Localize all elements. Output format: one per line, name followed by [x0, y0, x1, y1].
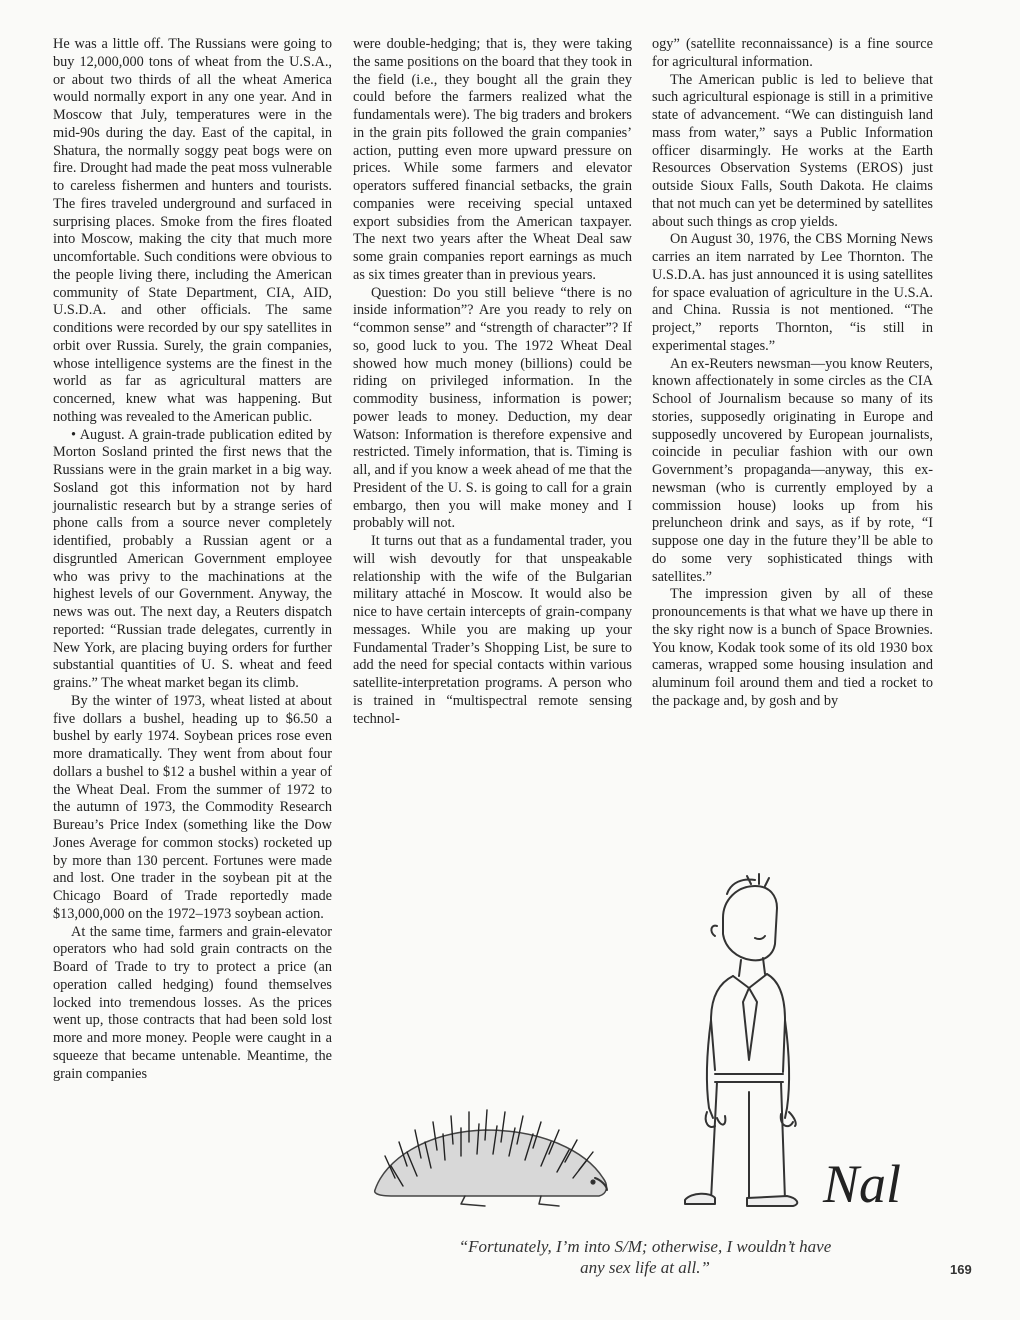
porcupine-body — [375, 1130, 607, 1196]
paragraph: • August. A grain-trade publication edited by Morton Sosland printed the first news that the Russians were in the grain market in a big way. Sosland got this information not by hard journalistic research but by a strange series of phone calls from a source never completely identified, probably a Russian agent or a disgruntled American Government employee who was privy to the machinations at the highest levels of our Government. Anyway, the news was out. The next day, a Reuters dispatch reported: “Russian trade delegates, currently in New York, are placing buying orders for further substantial quantities of U. S. wheat and feed grains.” The wheat market began its climb. — [53, 426, 332, 691]
man-tie — [743, 988, 757, 1060]
paragraph: Question: Do you still believe “there is no inside information”? Are you ready to rely on “common sense” and “strength of character”? If so, good luck to you. The 1972 Wheat Deal showed how much money (billions) could be riding on privileged information. In the commodity business, information is power; power leads to money. Deduction, my dear Watson: Information is therefore expensive and restricted. Timely information, that is. Timing is all, and if you know a week ahead of me that the President of the U. S. is going to call for a grain embargo, then you will make money and I probably will not. — [353, 284, 632, 532]
paragraph: At the same time, farmers and grain-elevator operators who had sold grain contracts on the Board of Trade to try to protect a price (an operation called hedging) found themselves locked into tremendous losses. As the prices went up, those contracts that had been sold lost more and more money. People were caught in a squeeze that became untenable. Meantime, the grain companies — [53, 923, 332, 1082]
cartoon-drawing — [345, 860, 945, 1230]
paragraph: The American public is led to believe that such agricultural espionage is still in a primitive state of advancement. “We can distinguish land mass from water,” says a Public Information officer disarmingly. He works at the Earth Resources Observation Systems (EROS) just outside Sioux Falls, South Dakota. He claims that not much can yet be determined by satellites about such things as crop yields. — [652, 71, 933, 230]
cartoon-caption — [380, 1236, 910, 1278]
paragraph: An ex-Reuters newsman—you know Reuters, known affectionately in some circles as the CIA School of Journalism because so many of its stories, supposedly originating in Europe and supposedly uncovered by European journalists, coincide in peculiar fashion with our own Government’s propaganda—anyway, this ex-newsman (who is currently employed by a commission house) looks up from his preluncheon drink and says, as if by rote, “I suppose one day in the future they’ll be able to do some very sophisticated things with satellites.” — [652, 355, 933, 585]
paragraph: The impression given by all of these pronouncements is that what we have up there in the sky right now is a bunch of Space Brownies. You know, Kodak took some of its old 1930 box cameras, wrapped some housing insulation and aluminum foil around them and tied a rocket to the package and, by gosh and by — [652, 586, 933, 709]
article-column-2 — [353, 36, 632, 728]
paragraph: By the winter of 1973, wheat listed at about five dollars a bushel, heading up to $6.50 a bushel by early 1974. Soybean prices rose even more dramatically. They went from about four dollars a bushel to $12 a bushel within a year of the Wheat Deal. From the summer of 1972 to the autumn of 1973, the Commodity Research Bureau’s Price Index (something like the Dow Jones Average for common stocks) rocketed up by more than 130 percent. Fortunes were made and lost. One trader in the soybean pit at the Chicago Board of Trade reportedly made $13,000,000 on the 1972–1973 soybean action. — [53, 692, 332, 922]
page-number: 169 — [950, 1262, 972, 1277]
paragraph: On August 30, 1976, the CBS Morning News carries an item narrated by Lee Thornton. The U.S.D.A. has just announced it is using satellites for space evaluation of agriculture in the U.S.A. and China. Russia is not mentioned. “The project,” reports Thornton, “is still in experimental stages.” — [652, 231, 933, 354]
paragraph: were double-hedging; that is, they were taking the same positions on the board that they took in the field (i.e., they bought all the grain they could before the farmers realized what the fundamentals were). The big traders and brokers in the grain pits followed the grain companies’ action, putting even more upward pressure on prices. While some farmers and elevator operators suffered financial setbacks, the grain companies were receiving special untaxed export subsidies from the American taxpayer. The next two years after the Wheat Deal saw some grain companies report earnings as much as six times greater than in previous years. — [353, 36, 632, 283]
cartoon-illustration — [345, 860, 945, 1230]
article-column-1 — [53, 36, 332, 1083]
man-head — [723, 886, 777, 960]
article-column-3 — [652, 36, 933, 711]
caption-line-1: “Fortunately, I’m into S/M; otherwise, I wouldn’t have — [458, 1237, 832, 1256]
caption-line-2: any sex life at all.” — [580, 1258, 710, 1277]
paragraph: ogy” (satellite reconnaissance) is a fine source for agricultural information. — [652, 36, 933, 70]
paragraph: He was a little off. The Russians were going to buy 12,000,000 tons of wheat from the U.S.A., or about two thirds of all the wheat America would normally export in any one year. And in Moscow that July, temperatures were in the mid-90s during the day. East of the capital, in Shatura, the normally soggy peat bogs were on fire. Drought had made the peat moss vulnerable to careless fishermen and hunters and tourists. The fires traveled underground and surfaced in surprising places. Smoke from the fires floated into Moscow, making the city that much more uncomfortable. Such conditions were obvious to the people living there, including the American community of State Department, CIA, AID, U.S.D.A. and other officials. The same conditions were recorded by our spy satellites in orbit over Russia. Surely, the grain companies, whose intelligence systems are the finest in the world as far as agricultural matters are concerned, knew what was happening. But nothing was revealed to the American public. — [53, 36, 332, 425]
cartoonist-signature: Nal — [823, 1154, 902, 1214]
paragraph: It turns out that as a fundamental trader, you will wish devoutly for that unspeakable relationship with the wife of the Bulgarian military attaché in Moscow. It would also be nice to have certain intercepts of grain-company messages. While you are making up your Fundamental Trader’s Shopping List, be sure to add the need for special contacts within various satellite-interpretation programs. A person who is trained in “multispectral remote sensing technol- — [353, 533, 632, 727]
